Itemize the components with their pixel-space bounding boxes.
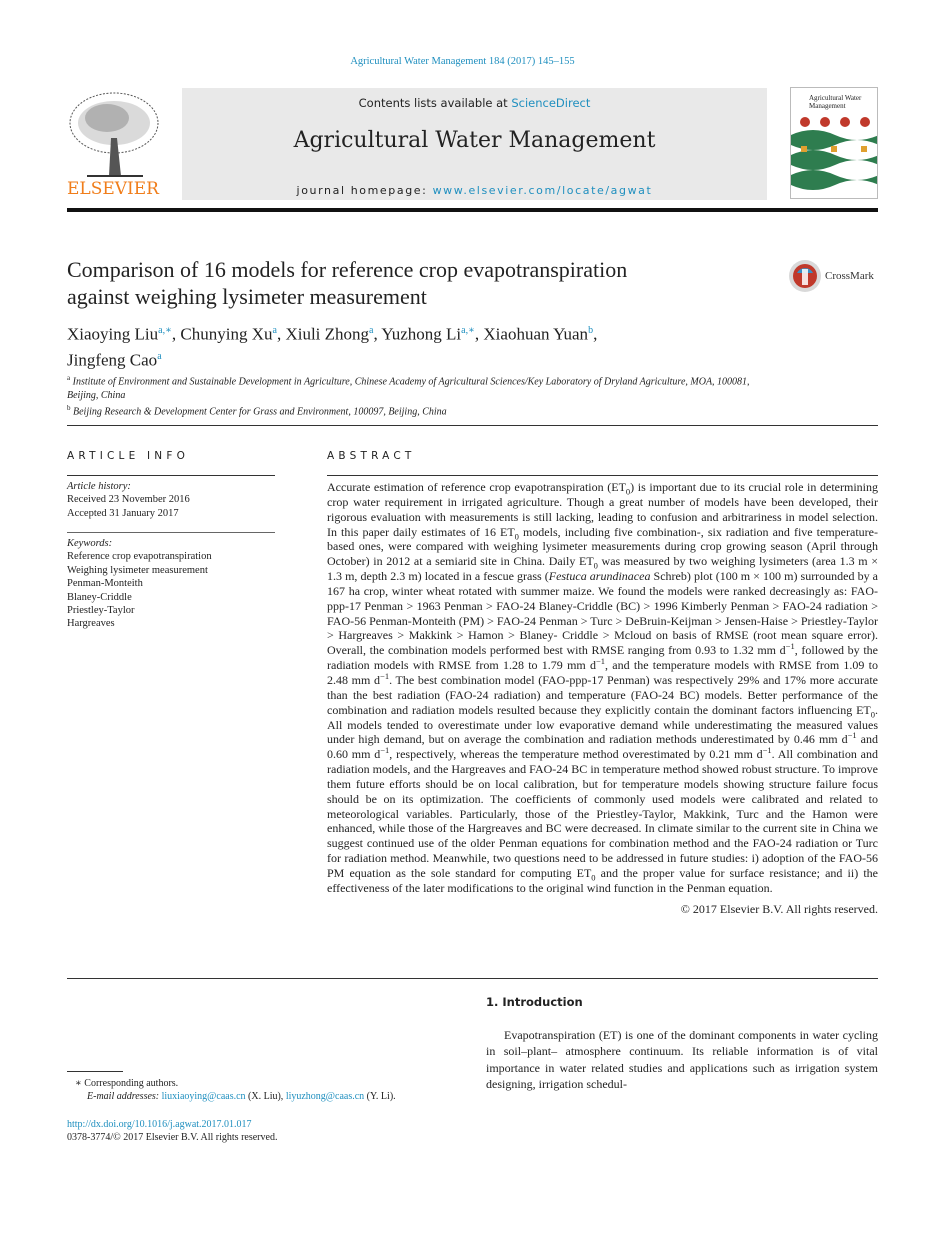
author-name[interactable]: Xiuli Zhong	[285, 324, 370, 344]
journal-reference-link[interactable]: Agricultural Water Management 184 (2017) 145–155	[350, 56, 575, 67]
divider	[327, 475, 878, 476]
keyword: Priestley-Taylor	[67, 605, 135, 617]
introduction-text: Evapotranspiration (ET) is one of the dominant components in water cycling in soil–plant– atmosphere continuum. Its reliable information is of vital importance in water related studies and applications such as irrigation system designing, irrigation schedul-	[486, 1028, 878, 1091]
cover-pattern-icon	[791, 110, 878, 190]
abstract-segment: 0	[625, 486, 631, 497]
elsevier-logo	[67, 88, 161, 200]
received-date: Received 23 November 2016	[67, 494, 190, 506]
abstract-segment: was measured by two weighing lysimeters (area 1.3 m × 1.3 m, depth 2.3 m) located in a fescue grass (	[327, 554, 878, 584]
abstract-segment: , respectively, whereas the temperature method overestimated by 0.21 mm d	[389, 747, 763, 762]
affiliation-marker: a	[67, 374, 71, 382]
keyword: Hargreaves	[67, 618, 115, 630]
abstract-segment: −1	[847, 730, 857, 741]
abstract-segment: models, including five combination-, six radiation and five temperature-based ones, were compared with weighing lysimeter measurements during crop growing season (April through October) in 2012 at a semiarid site in China. Daily ET	[327, 524, 878, 569]
keyword: Blaney-Criddle	[67, 591, 132, 603]
copyright: © 2017 Elsevier B.V. All rights reserved.	[680, 901, 878, 916]
keywords-label: Keywords:	[67, 538, 113, 549]
keyword: Reference crop evapotranspiration	[67, 551, 212, 563]
journal-title: Agricultural Water Management	[293, 128, 656, 153]
crossmark-button[interactable]	[788, 258, 883, 294]
email-label: E-mail addresses:	[87, 1091, 162, 1103]
abstract-segment: . All combination and radiation models, and the Hargreaves and FAO-24 BC in temperature method showed robust structure. To improve them future efforts should be on local calibration, but for temperature models showing structure failure focus should be on its optimization. The coefficients of commonly used models were calibrated and related to meteorological variables. Particularly, those of the Priestley-Taylor, Makkink, Turc and the Hamon were enhanced, while those of the Hargreaves and BC were decreased. In climate similar to the current site in China we suggest continued use of the older Penman equations for combination method and the FAO-24 radiation or Turc for radiation method. Meanwhile, two questions need to be addressed in future studies: i) adoption of the FAO-56 PM equation as the sole standard for computing ET	[327, 747, 878, 880]
abstract-segment: 0	[514, 530, 519, 541]
keywords	[67, 537, 275, 631]
journal-homepage	[182, 184, 767, 197]
crossmark-icon	[788, 259, 822, 293]
author-list: Xiaoying Liu$^{a,∗}$, Chunying Xu$^a$, Xiuli Zhong$^a$, Yuzhong $Li^{a,∗}$, Xiaohuan Yuan$^b$, Jingfeng Cao$^a$	[67, 324, 598, 370]
abstract-segment: 0	[593, 560, 598, 571]
article-history	[67, 480, 275, 520]
title-line: against weighing lysimeter measurement	[67, 284, 427, 309]
history-label: Article history:	[67, 481, 131, 492]
journal-cover-thumbnail[interactable]	[790, 87, 878, 199]
affiliation-text: Institute of Environment and Sustainable Development in Agriculture, Chinese Academy of Agricultural Sciences/Key Laboratory of Dryland Agriculture, MOA, 100081, Beijing, China	[67, 376, 750, 401]
email-link[interactable]: liuxiaoying@caas.cn	[161, 1091, 246, 1103]
abstract-segment: −1	[380, 745, 390, 756]
abstract-segment: −1	[596, 656, 606, 667]
author-affiliation-marker[interactable]: a	[369, 325, 374, 336]
abstract-segment: −1	[762, 745, 772, 756]
author-affiliation-marker[interactable]: b	[588, 325, 594, 336]
divider	[67, 532, 275, 533]
abstract-segment: Schreb) plot (100 m × 100 m) surrounded by a 167 ha crop, winter wheat rotated with summer maize. We found the models were ranked decreasingly as: FAO-ppp-17 Penman > 1963 Penman > FAO-24 Blaney-Criddle (BC) > 1996 Kimberly Penman > FAO-24 radiation > FAO-56 Penman-Monteith (PM) > FAO-24 Penman > Turc > DeBruin-Keijman > Jensen-Haise > Priestley-Taylor > Hargreaves > Makkink > Hamon > Blaney- Criddle > Mcloud on basis of RMSE (root mean square error). Overall, the combination models performed best with RMSE ranging from 0.93 to 1.32 mm d	[327, 569, 878, 658]
abstract-segment: . The best combination model (FAO-ppp-17 Penman) was respectively 29% and 17% more accurate than the best radiation (FAO-24 radiation) and temperature (FAO-24 BC) models. Better performance of the combination and radiation models resulted because they explicitly contain the dominant factors influencing ET	[327, 672, 878, 717]
abstract-segment: 0	[591, 872, 596, 883]
elsevier-tree-icon	[67, 88, 161, 200]
accepted-date: Accepted 31 January 2017	[67, 507, 179, 519]
issn-line: 0378-3774/© 2017 Elsevier B.V. All rights reserved.	[67, 1132, 278, 1144]
affiliation-a	[67, 372, 767, 402]
author-name[interactable]: Xiaoying Liu	[67, 324, 159, 344]
author-name[interactable]: Yuzhong Li	[381, 324, 462, 344]
crossmark-label: CrossMark	[825, 270, 874, 282]
abstract-segment: −1	[380, 670, 390, 681]
contents-label: Contents lists available at	[358, 96, 512, 110]
doi-block	[67, 1118, 277, 1145]
cover-title: Agricultural Water Management	[809, 94, 862, 110]
homepage-label: journal homepage:	[296, 184, 433, 197]
abstract-segment: , and the temperature models with RMSE from 1.09 to 2.48 mm d	[327, 658, 879, 687]
corresponding-note: ∗ Corresponding authors.	[75, 1078, 179, 1089]
affiliation-marker: b	[67, 403, 71, 412]
abstract-text	[327, 480, 878, 896]
affiliation-text: Beijing Research & Development Center for Grass and Environment, 100097, Beijing, China	[73, 406, 447, 418]
abstract-segment: 0	[870, 709, 875, 720]
divider	[67, 475, 275, 476]
divider	[67, 978, 878, 979]
abstract-segment: Festuca arundinacea	[548, 569, 651, 584]
author-affiliation-marker[interactable]: a	[157, 350, 162, 362]
divider	[67, 425, 878, 426]
abstract-segment: and the proper value for surface resistance; and ii) the effectiveness of the later modifications to the original wind function in the Penman equation.	[327, 865, 878, 895]
introduction-heading: 1. Introduction	[486, 995, 583, 1009]
article-info-heading: ARTICLE INFO	[67, 450, 190, 462]
doi-link[interactable]: http://dx.doi.org/10.1016/j.agwat.2017.01.017	[67, 1119, 252, 1130]
abstract-segment: −1	[785, 641, 795, 652]
footnote	[67, 1077, 396, 1104]
keyword: Weighing lysimeter measurement	[67, 564, 208, 576]
article-title	[67, 256, 767, 310]
abstract-segment: ) is important due to its crucial role in determining crop water requirement in irrigated agriculture. Though a great number of models have been developed, their rigorous evaluation with measurements is still lacking, leading to confusion and arbitrariness in model selection. In this paper daily estimates of 16 ET	[327, 480, 878, 539]
abstract-heading: ABSTRACT	[327, 450, 416, 462]
author-name[interactable]: Xiaohuan Yuan	[483, 324, 589, 344]
abstract-segment: and 0.60 mm d	[327, 732, 879, 762]
contents-line	[182, 96, 767, 110]
affiliations	[67, 372, 767, 419]
email-owner: (X. Liu),	[245, 1091, 286, 1103]
abstract-segment: . All models tended to overestimate under low evaporative demand while underestimating the measured values under high demand, but on average the combination and radiation methods underestimated by 0.46 mm d	[327, 702, 878, 747]
sciencedirect-link[interactable]: ScienceDirect	[511, 96, 591, 110]
author-name[interactable]: Chunying Xu	[180, 324, 273, 344]
email-owner: (Y. Li).	[364, 1091, 396, 1103]
title-line: Comparison of 16 models for reference crop evapotranspiration	[67, 257, 628, 282]
author-affiliation-marker[interactable]: a,∗	[461, 325, 475, 336]
header-divider	[67, 208, 878, 212]
homepage-link[interactable]: www.elsevier.com/locate/agwat	[432, 184, 653, 197]
email-link[interactable]: liyuzhong@caas.cn	[285, 1091, 365, 1103]
affiliation-b	[67, 402, 767, 419]
author-name[interactable]: Jingfeng Cao	[67, 350, 158, 370]
author-affiliation-marker[interactable]: a,∗	[158, 325, 172, 336]
footnote-divider	[67, 1071, 123, 1072]
elsevier-wordmark: ELSEVIER	[67, 179, 159, 199]
abstract-segment: Accurate estimation of reference crop evapotranspiration (ET	[327, 480, 626, 494]
author-affiliation-marker[interactable]: a	[272, 325, 277, 336]
abstract-segment: , followed by the radiation models with RMSE from 1.28 to 1.79 mm d	[327, 643, 878, 673]
keyword: Penman-Monteith	[67, 578, 143, 590]
abstract-block	[327, 480, 878, 916]
